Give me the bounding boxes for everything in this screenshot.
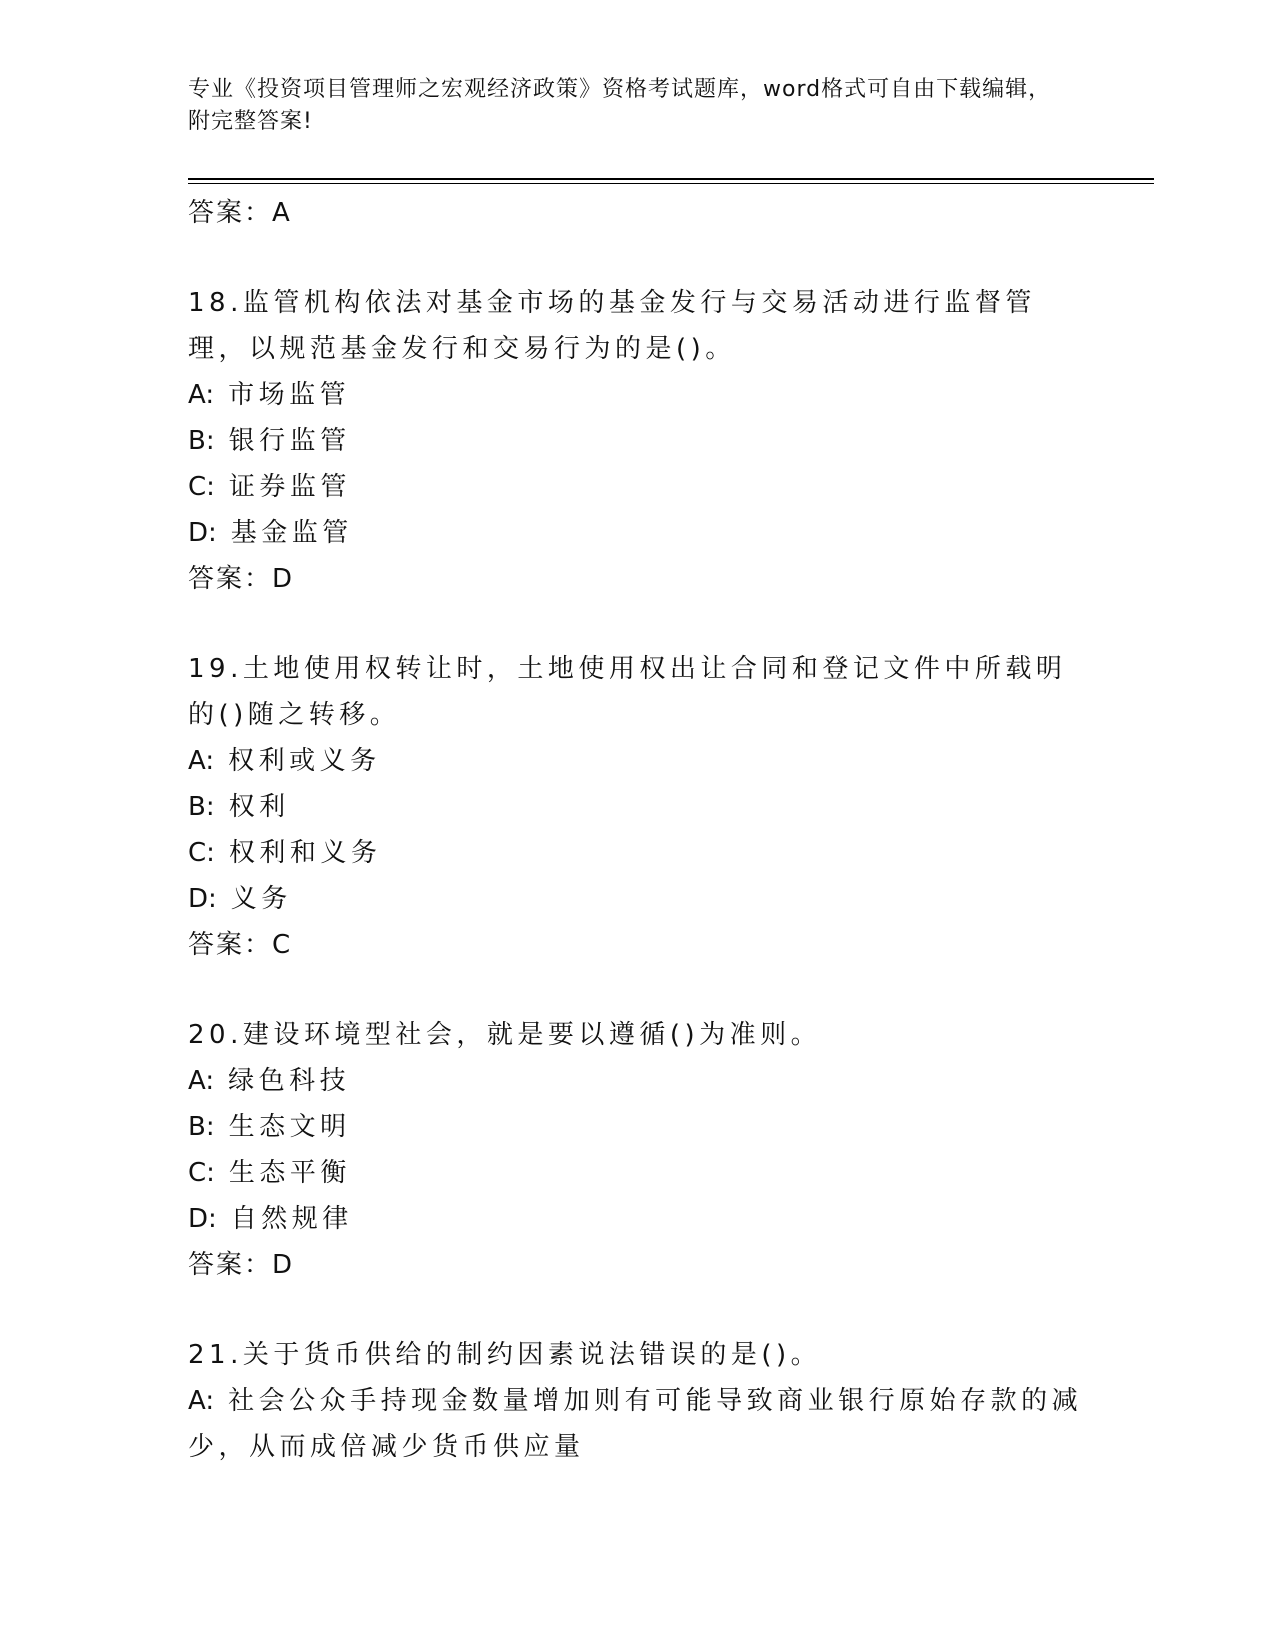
option-letter: B: <box>188 792 215 822</box>
option-text: 生态平衡 <box>228 1158 351 1188</box>
question-text: 21.关于货币供给的制约因素说法错误的是()。 <box>188 1340 822 1370</box>
option-text: 权利 <box>228 792 290 822</box>
answer-line <box>188 1242 1088 1288</box>
option-letter: C: <box>188 838 215 868</box>
answer-line <box>188 922 1088 968</box>
option-letter: C: <box>188 472 215 502</box>
answer-line <box>188 190 1088 236</box>
option-text: 基金监管 <box>230 518 353 548</box>
option-letter: A: <box>188 380 215 410</box>
option-text: 银行监管 <box>228 426 351 456</box>
option-b <box>188 784 1088 830</box>
question-text: 20.建设环境型社会，就是要以遵循()为准则。 <box>188 1020 822 1050</box>
option-letter: A: <box>188 1066 215 1096</box>
option-letter: A: <box>188 746 215 776</box>
answer-label: 答案： <box>188 198 273 228</box>
answer-label: 答案： <box>188 1250 273 1280</box>
option-text: 绿色科技 <box>228 1066 351 1096</box>
option-text: 自然规律 <box>230 1204 353 1234</box>
option-b <box>188 418 1088 464</box>
question-item <box>188 280 1088 602</box>
answer-value: D <box>272 1250 293 1280</box>
answer-value: C <box>272 930 291 960</box>
option-d <box>188 510 1088 556</box>
option-c <box>188 830 1088 876</box>
option-letter: A: <box>188 1386 215 1416</box>
option-d <box>188 1196 1088 1242</box>
option-text: 权利和义务 <box>228 838 382 868</box>
answer-value: D <box>272 564 293 594</box>
answer-line <box>188 556 1088 602</box>
option-text: 权利或义务 <box>228 746 381 776</box>
option-a <box>188 1058 1088 1104</box>
option-c <box>188 1150 1088 1196</box>
option-c <box>188 464 1088 510</box>
option-a <box>188 738 1088 784</box>
option-text: 证券监管 <box>228 472 351 502</box>
question-item <box>188 646 1088 968</box>
option-a <box>188 372 1088 418</box>
option-letter: D: <box>188 884 217 914</box>
option-text: 义务 <box>230 884 292 914</box>
option-letter: D: <box>188 1204 217 1234</box>
option-letter: B: <box>188 1112 215 1142</box>
option-d <box>188 876 1088 922</box>
option-text: 社会公众手持现金数量增加则有可能导致商业银行原始存款的减少，从而成倍减少货币供应量 <box>188 1386 1083 1462</box>
question-list <box>188 190 1088 1470</box>
option-letter: B: <box>188 426 215 456</box>
answer-label: 答案： <box>188 564 273 594</box>
document-header: 专业《投资项目管理师之宏观经济政策》资格考试题库，word格式可自由下载编辑，附完整答案! <box>188 77 1052 134</box>
header-divider-thin <box>188 183 1154 184</box>
header-divider-thick <box>188 178 1154 180</box>
option-letter: D: <box>188 518 217 548</box>
option-b <box>188 1104 1088 1150</box>
option-text: 市场监管 <box>228 380 351 410</box>
answer-value: A <box>272 198 290 228</box>
option-text: 生态文明 <box>228 1112 351 1142</box>
option-a <box>188 1378 1088 1470</box>
question-item <box>188 1332 1088 1470</box>
option-letter: C: <box>188 1158 215 1188</box>
question-text: 19.土地使用权转让时，土地使用权出让合同和登记文件中所载明的()随之转移。 <box>188 654 1067 730</box>
answer-label: 答案： <box>188 930 273 960</box>
question-text: 18.监管机构依法对基金市场的基金发行与交易活动进行监督管理，以规范基金发行和交易行为的是()。 <box>188 288 1036 364</box>
question-item <box>188 1012 1088 1288</box>
